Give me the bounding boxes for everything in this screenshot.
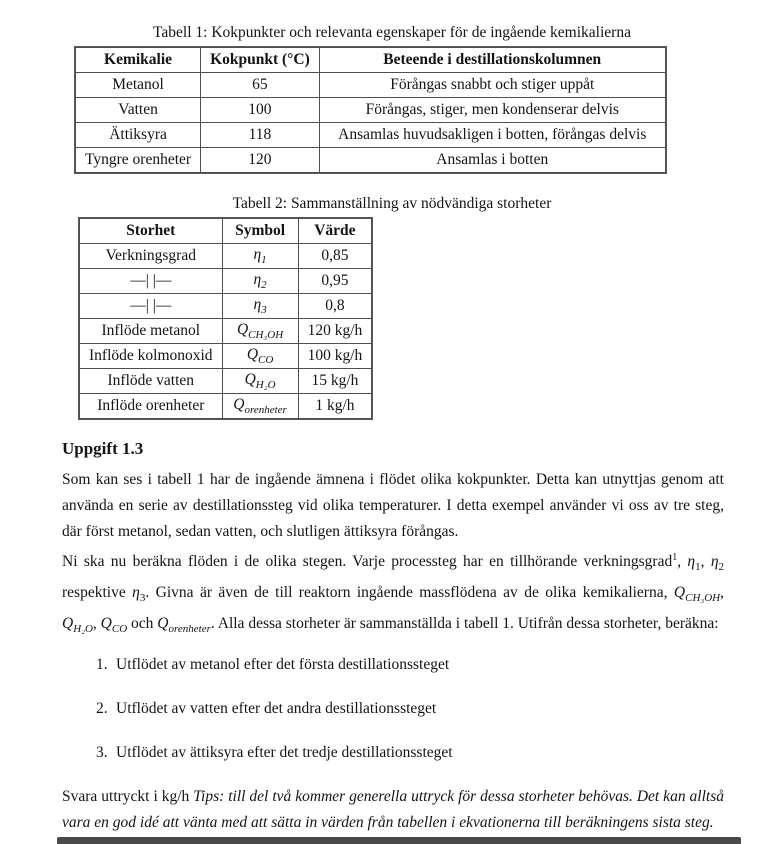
table-row (80, 394, 372, 419)
cell-storhet: —| |— (80, 294, 223, 319)
table-row (80, 344, 372, 369)
cell-varde: 100 kg/h (298, 344, 372, 369)
cell-symbol: $Q_{CH_3OH}$ (222, 319, 298, 344)
cell-varde: 0,95 (298, 269, 372, 294)
cell-varde: 120 kg/h (298, 319, 372, 344)
cell-symbol: $\eta_3$ (222, 294, 298, 319)
cell-kemikalie: Vatten (76, 98, 201, 123)
header-symbol: Symbol (222, 219, 298, 244)
cell-kokpunkt: 65 (201, 73, 320, 98)
header-storhet: Storhet (80, 219, 223, 244)
cell-symbol: $Q_{CO}$ (222, 344, 298, 369)
list-text: Utflödet av metanol efter det första destillationssteget (116, 656, 450, 674)
footnote-marker: 1 (672, 551, 678, 563)
cell-storhet: —| |— (80, 269, 223, 294)
list-text: Utflödet av vatten efter det andra destillationssteget (116, 700, 437, 718)
cell-kemikalie: Metanol (76, 73, 201, 98)
list-text: Utflödet av ättiksyra efter det tredje destillationssteget (116, 744, 453, 762)
paragraph-answer-note (62, 784, 724, 836)
cell-kokpunkt: 118 (201, 123, 320, 148)
cell-symbol: $Q_{H_2O}$ (222, 369, 298, 394)
table-header-row (80, 219, 372, 244)
table-row (80, 369, 372, 394)
cell-storhet: Inflöde metanol (80, 319, 223, 344)
math-q-orenheter: Q (157, 615, 169, 633)
table-row (80, 269, 372, 294)
cell-beteende: Ansamlas i botten (319, 148, 665, 173)
list-number: 3. (96, 744, 108, 762)
cell-kemikalie: Tyngre orenheter (76, 148, 201, 173)
cell-kokpunkt: 100 (201, 98, 320, 123)
cell-varde: 15 kg/h (298, 369, 372, 394)
cell-storhet: Inflöde orenheter (80, 394, 223, 419)
cell-storhet: Verkningsgrad (80, 244, 223, 269)
table2-caption: Tabell 2: Sammanställning av nödvändiga storheter (232, 195, 552, 212)
table-row (76, 123, 666, 148)
list-item (96, 652, 722, 678)
header-kemikalie: Kemikalie (76, 48, 201, 73)
cell-storhet: Inflöde vatten (80, 369, 223, 394)
header-varde: Värde (298, 219, 372, 244)
table-row (80, 244, 372, 269)
math-eta1: η (687, 553, 696, 570)
cell-varde: 0,85 (298, 244, 372, 269)
cell-varde: 1 kg/h (298, 394, 372, 419)
list-item (96, 740, 722, 766)
table-row (80, 294, 372, 319)
table-row (76, 148, 666, 173)
paragraph-intro: Som kan ses i tabell 1 har de ingående ämnena i flödet olika kokpunkter. Detta kan utnyttjas genom att använda en serie av destillationssteg vid olika temperaturer. I detta exempel använder vi oss av tre steg, där först metanol, sedan vatten, och slutligen ättiksyra förångas. (62, 471, 724, 540)
list-number: 1. (96, 656, 108, 674)
cell-varde: 0,8 (298, 294, 372, 319)
cell-symbol: $Q_{orenheter}$ (222, 394, 298, 419)
table1-caption: Tabell 1: Kokpunkter och relevanta egenskaper för de ingående kemikalierna (153, 24, 631, 41)
cell-symbol: $\eta_2$ (222, 269, 298, 294)
table-quantities (79, 218, 372, 419)
cell-beteende: Förångas snabbt och stiger uppåt (319, 73, 665, 98)
cell-beteende: Förångas, stiger, men kondenserar delvis (319, 98, 665, 123)
section-heading: Uppgift 1.3 (62, 439, 144, 458)
list-number: 2. (96, 700, 108, 718)
cell-storhet: Inflöde kolmonoxid (80, 344, 223, 369)
table-row (76, 73, 666, 98)
paragraph-task: Ni ska nu beräkna flöden i de olika stegen. Varje processteg har en tillhörande verkningsgrad$^1$, $\eta_1$, $\eta_2$ respektive $\eta_3$. Givna är även de till reaktorn ingående massflödena av de olika kemikalierna, $Q_{CH_3OH}$, $Q_{H_2O}$, $Q_{CO}$ och $Q_{orenheter}$. Alla dessa storheter är sammanställda i tabell 1. Utifrån dessa storheter, beräkna: (62, 551, 725, 636)
cell-symbol: $\eta_1$ (222, 244, 298, 269)
table-row (76, 98, 666, 123)
table-boiling-points (75, 47, 666, 173)
header-kokpunkt: Kokpunkt (°C) (201, 48, 320, 73)
math-q-co: Q (100, 615, 112, 633)
math-q-h2o: Q (62, 615, 74, 633)
table-row (80, 319, 372, 344)
math-q-ch3oh: Q (673, 584, 686, 602)
math-eta3: η (132, 584, 140, 602)
answer-note-roman: Svara uttryckt i kg/h (62, 788, 194, 806)
header-beteende: Beteende i destillationskolumnen (319, 48, 665, 73)
task-list (62, 652, 722, 766)
answer-note-tips: Tips: till del två kommer generella uttryck för dessa storheter behövas. Det kan alltså vara en god idé att vänta med att sätta in värden från tabellen i ekvationerna till beräkningens sista steg. (62, 788, 724, 832)
math-eta2: η (710, 553, 719, 570)
cell-kemikalie: Ättiksyra (76, 123, 201, 148)
list-item (96, 696, 722, 722)
cell-beteende: Ansamlas huvudsakligen i botten, förångas delvis (319, 123, 665, 148)
table-header-row (76, 48, 666, 73)
cell-kokpunkt: 120 (201, 148, 320, 173)
bottom-partial-bar (57, 837, 741, 844)
